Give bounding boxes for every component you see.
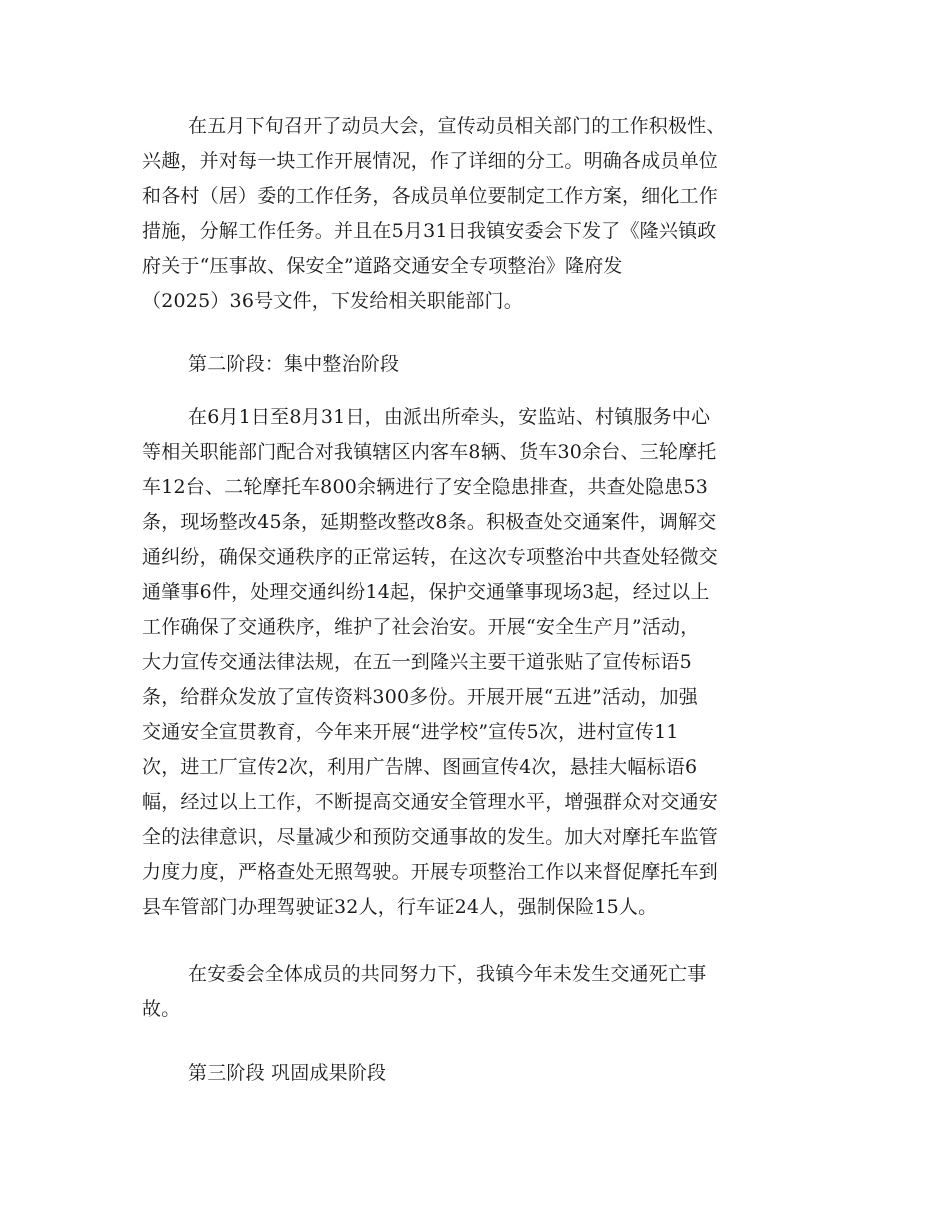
section-heading-stage-three: 第三阶段 巩固成果阶段 [188, 1062, 387, 1084]
paragraph-line: 在五月下旬召开了动员大会，宣传动员相关部门的工作积极性、 [188, 115, 726, 137]
paragraph-line: 工作确保了交通秩序，维护了社会治安。开展“安全生产月”活动， [142, 616, 700, 638]
paragraph-line: （2025）36号文件，下发给相关职能部门。 [142, 290, 523, 312]
paragraph-line: 和各村（居）委的工作任务，各成员单位要制定工作方案，细化工作 [142, 185, 719, 207]
paragraph-line: 力度力度，严格查处无照驾驶。开展专项整治工作以来督促摩托车到 [142, 861, 719, 883]
paragraph-line: 在安委会全体成员的共同努力下，我镇今年未发生交通死亡事 [188, 963, 707, 985]
paragraph-line: 府关于“压事故、保安全”道路交通安全专项整治》隆府发 [142, 255, 623, 277]
paragraph-line: 条，给群众发放了宣传资料300多份。开展开展“五进”活动，加强 [142, 686, 698, 708]
paragraph-line: 通纠纷，确保交通秩序的正常运转，在这次专项整治中共查处轻微交 [142, 546, 719, 568]
paragraph-line: 车12台、二轮摩托车800余辆进行了安全隐患排查，共查处隐患53 [142, 476, 709, 498]
paragraph-line: 条，现场整改45条，延期整改整改8条。积极查处交通案件，调解交 [142, 511, 717, 533]
paragraph-line: 全的法律意识，尽量减少和预防交通事故的发生。加大对摩托车监管 [142, 826, 719, 848]
paragraph-line: 措施，分解工作任务。并且在5月31日我镇安委会下发了《隆兴镇政 [142, 220, 717, 242]
paragraph-line: 幅，经过以上工作，不断提高交通安全管理水平，增强群众对交通安 [142, 791, 719, 813]
paragraph-line: 在6月1日至8月31日，由派出所牵头，安监站、村镇服务中心 [188, 406, 711, 428]
paragraph-line: 兴趣，并对每一块工作开展情况，作了详细的分工。明确各成员单位 [142, 150, 719, 172]
paragraph-line: 通肇事6件，处理交通纠纷14起，保护交通肇事现场3起，经过以上 [142, 581, 710, 603]
paragraph-line: 县车管部门办理驾驶证32人，行车证24人，强制保险15人。 [142, 896, 658, 918]
paragraph-line: 故。 [142, 998, 181, 1020]
paragraph-line: 大力宣传交通法律法规，在五一到隆兴主要干道张贴了宣传标语5 [142, 651, 692, 673]
section-heading-stage-two: 第二阶段：集中整治阶段 [188, 353, 400, 375]
paragraph-line: 交通安全宣贯教育，今年来开展“进学校”宣传5次，进村宣传11 [142, 721, 679, 743]
paragraph-line: 次，进工厂宣传2次，利用广告牌、图画宣传4次，悬挂大幅标语6 [142, 756, 698, 778]
paragraph-line: 等相关职能部门配合对我镇辖区内客车8辆、货车30余台、三轮摩托 [142, 441, 717, 463]
